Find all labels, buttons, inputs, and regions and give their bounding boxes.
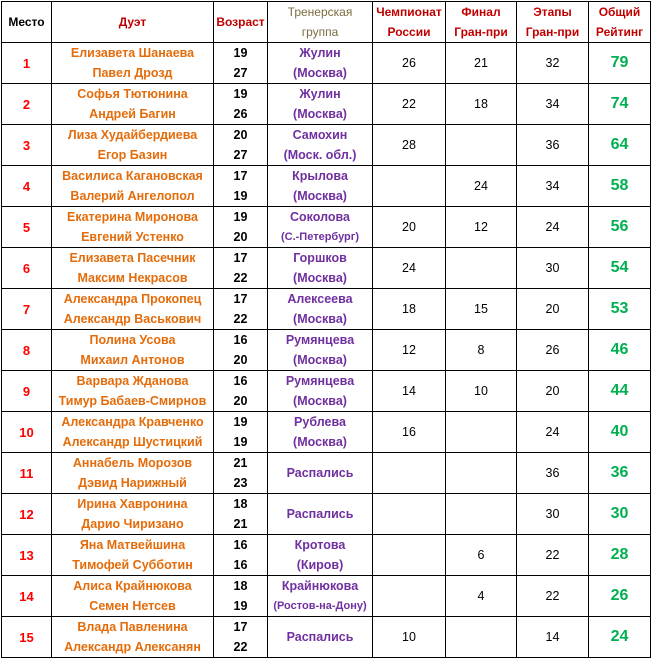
final-points: 4: [446, 576, 517, 617]
duet-cell: [52, 617, 214, 658]
partner-1-name: Софья Тютюнина: [77, 87, 188, 101]
rating-table: [1, 1, 651, 658]
coach-city: (Москва): [293, 66, 347, 80]
total-rating: 53: [589, 289, 651, 330]
header-coach-group: [268, 2, 373, 43]
stages-points: 22: [517, 576, 589, 617]
partner-2-age: 20: [233, 394, 248, 408]
table-row: [2, 576, 651, 617]
partner-1-age: 19: [233, 46, 248, 60]
table-row: [2, 535, 651, 576]
championship-points: [373, 453, 446, 494]
coach-name: Самохин: [292, 128, 348, 142]
partner-1-age: 17: [233, 251, 248, 265]
partner-1-age: 17: [233, 620, 248, 634]
age-cell: [214, 330, 268, 371]
partner-1-name: Аннабель Морозов: [72, 456, 193, 470]
place-cell: 9: [2, 371, 52, 412]
duet-cell: [52, 412, 214, 453]
partner-2-name: Дарио Чиризано: [81, 517, 184, 531]
partner-2-age: 22: [233, 271, 248, 285]
championship-points: 20: [373, 207, 446, 248]
partner-1-age: 19: [233, 415, 248, 429]
total-rating: 58: [589, 166, 651, 207]
header-champ-line1: Чемпионат: [376, 5, 442, 19]
coach-city: (Москва): [293, 107, 347, 121]
place-cell: 2: [2, 84, 52, 125]
place-cell: 8: [2, 330, 52, 371]
partner-2-name: Александр Алексанян: [64, 640, 201, 654]
duet-cell: [52, 125, 214, 166]
partner-1-name: Варвара Жданова: [76, 374, 189, 388]
coach-city: (Москва): [293, 394, 347, 408]
final-points: 6: [446, 535, 517, 576]
championship-points: 10: [373, 617, 446, 658]
coach-group-cell: [268, 330, 373, 371]
final-points: 15: [446, 289, 517, 330]
coach-name: Жулин: [299, 87, 341, 101]
championship-points: 14: [373, 371, 446, 412]
coach-city: (Москва): [293, 435, 347, 449]
partner-2-age: 19: [233, 189, 248, 203]
stages-points: 20: [517, 289, 589, 330]
final-points: 12: [446, 207, 517, 248]
coach-city: (Москва): [293, 271, 347, 285]
header-coach-line2: группа: [301, 25, 339, 39]
duet-cell: [52, 494, 214, 535]
coach-name: Распались: [286, 630, 354, 644]
championship-points: [373, 576, 446, 617]
total-rating: 26: [589, 576, 651, 617]
place-cell: 11: [2, 453, 52, 494]
total-rating: 44: [589, 371, 651, 412]
stages-points: 30: [517, 248, 589, 289]
partner-1-age: 16: [233, 538, 248, 552]
header-age: Возраст: [214, 2, 268, 43]
partner-2-name: Валерий Ангелопол: [70, 189, 195, 203]
stages-points: 26: [517, 330, 589, 371]
duet-cell: [52, 84, 214, 125]
table-row: [2, 330, 651, 371]
duet-cell: [52, 330, 214, 371]
age-cell: [214, 125, 268, 166]
partner-2-name: Семен Нетсев: [89, 599, 176, 613]
partner-1-name: Александра Прокопец: [63, 292, 202, 306]
championship-points: 24: [373, 248, 446, 289]
stages-points: 30: [517, 494, 589, 535]
partner-1-age: 16: [233, 374, 248, 388]
partner-2-age: 26: [233, 107, 248, 121]
age-cell: [214, 494, 268, 535]
header-grand-prix-stages: [517, 2, 589, 43]
duet-cell: [52, 453, 214, 494]
coach-name: Крылова: [292, 169, 348, 183]
coach-group-cell: [268, 84, 373, 125]
coach-group-cell: [268, 412, 373, 453]
place-cell: 10: [2, 412, 52, 453]
duet-cell: [52, 576, 214, 617]
age-cell: [214, 289, 268, 330]
final-points: 18: [446, 84, 517, 125]
stages-points: 20: [517, 371, 589, 412]
partner-2-age: 27: [233, 66, 248, 80]
final-points: [446, 248, 517, 289]
championship-points: 18: [373, 289, 446, 330]
total-rating: 54: [589, 248, 651, 289]
partner-1-name: Алиса Крайнюкова: [73, 579, 192, 593]
duet-cell: [52, 43, 214, 84]
age-cell: [214, 84, 268, 125]
final-points: [446, 125, 517, 166]
stages-points: 22: [517, 535, 589, 576]
championship-points: [373, 166, 446, 207]
coach-name: Румянцева: [285, 333, 355, 347]
header-stages-line2: Гран-при: [525, 25, 580, 39]
coach-city: (Москва): [293, 353, 347, 367]
stages-points: 24: [517, 207, 589, 248]
partner-2-name: Евгений Устенко: [81, 230, 184, 244]
partner-1-name: Ирина Хавронина: [77, 497, 188, 511]
coach-name: Соколова: [290, 210, 350, 224]
age-cell: [214, 453, 268, 494]
header-grand-prix-final: [446, 2, 517, 43]
stages-points: 14: [517, 617, 589, 658]
partner-2-age: 21: [233, 517, 248, 531]
header-stages-line1: Этапы: [533, 5, 572, 19]
coach-group-cell: [268, 207, 373, 248]
total-rating: 74: [589, 84, 651, 125]
final-points: [446, 453, 517, 494]
final-points: [446, 494, 517, 535]
championship-points: 28: [373, 125, 446, 166]
duet-cell: [52, 371, 214, 412]
stages-points: 34: [517, 84, 589, 125]
stages-points: 34: [517, 166, 589, 207]
partner-1-name: Лиза Худайбердиева: [67, 128, 198, 142]
place-cell: 5: [2, 207, 52, 248]
partner-2-name: Егор Базин: [97, 148, 168, 162]
stages-points: 36: [517, 125, 589, 166]
header-row: [2, 2, 651, 43]
final-points: 10: [446, 371, 517, 412]
partner-2-age: 19: [233, 435, 248, 449]
partner-2-age: 16: [233, 558, 248, 572]
header-total-line1: Общий: [598, 5, 641, 19]
partner-2-name: Тимофей Субботин: [72, 558, 193, 572]
coach-group-cell: [268, 166, 373, 207]
coach-name: Крайнюкова: [281, 579, 359, 593]
partner-1-age: 16: [233, 333, 248, 347]
age-cell: [214, 43, 268, 84]
championship-points: [373, 494, 446, 535]
table-row: [2, 43, 651, 84]
place-cell: 3: [2, 125, 52, 166]
partner-1-age: 18: [233, 579, 248, 593]
header-final-line2: Гран-при: [454, 25, 508, 39]
total-rating: 64: [589, 125, 651, 166]
table-row: [2, 207, 651, 248]
table-row: [2, 166, 651, 207]
coach-name: Распались: [286, 466, 354, 480]
partner-2-age: 19: [233, 599, 248, 613]
coach-group-cell: [268, 494, 373, 535]
championship-points: 12: [373, 330, 446, 371]
place-cell: 15: [2, 617, 52, 658]
age-cell: [214, 371, 268, 412]
partner-2-age: 22: [233, 640, 248, 654]
table-row: [2, 412, 651, 453]
header-total-rating: [589, 2, 651, 43]
partner-1-age: 19: [233, 210, 248, 224]
partner-1-name: Александра Кравченко: [61, 415, 204, 429]
age-cell: [214, 166, 268, 207]
partner-1-name: Елизавета Пасечник: [69, 251, 196, 265]
age-cell: [214, 207, 268, 248]
final-points: 8: [446, 330, 517, 371]
coach-group-cell: [268, 576, 373, 617]
partner-1-name: Василиса Кагановская: [62, 169, 203, 183]
place-cell: 1: [2, 43, 52, 84]
table-row: [2, 617, 651, 658]
coach-city: (Москва): [293, 312, 347, 326]
coach-group-cell: [268, 535, 373, 576]
partner-2-age: 22: [233, 312, 248, 326]
place-cell: 6: [2, 248, 52, 289]
header-duet: Дуэт: [52, 2, 214, 43]
partner-2-name: Максим Некрасов: [77, 271, 188, 285]
coach-name: Жулин: [299, 46, 341, 60]
table-row: [2, 494, 651, 535]
header-champ-line2: России: [387, 25, 431, 39]
partner-2-name: Павел Дрозд: [92, 66, 173, 80]
stages-points: 36: [517, 453, 589, 494]
coach-city: (Москва): [293, 189, 347, 203]
final-points: [446, 617, 517, 658]
coach-name: Алексеева: [287, 292, 353, 306]
total-rating: 46: [589, 330, 651, 371]
coach-group-cell: [268, 617, 373, 658]
partner-1-age: 17: [233, 292, 248, 306]
coach-group-cell: [268, 371, 373, 412]
table-row: [2, 371, 651, 412]
duet-cell: [52, 166, 214, 207]
partner-2-name: Михаил Антонов: [80, 353, 185, 367]
total-rating: 24: [589, 617, 651, 658]
duet-cell: [52, 289, 214, 330]
table-body: [2, 43, 651, 658]
partner-2-age: 27: [233, 148, 248, 162]
header-total-line2: Рейтинг: [595, 25, 644, 39]
partner-2-name: Тимур Бабаев-Смирнов: [58, 394, 207, 408]
coach-name: Рублева: [294, 415, 346, 429]
coach-group-cell: [268, 43, 373, 84]
partner-2-age: 23: [233, 476, 248, 490]
partner-1-age: 19: [233, 87, 248, 101]
coach-name: Кротова: [294, 538, 346, 552]
place-cell: 7: [2, 289, 52, 330]
final-points: 24: [446, 166, 517, 207]
championship-points: 16: [373, 412, 446, 453]
coach-group-cell: [268, 125, 373, 166]
duet-cell: [52, 248, 214, 289]
place-cell: 4: [2, 166, 52, 207]
total-rating: 56: [589, 207, 651, 248]
total-rating: 40: [589, 412, 651, 453]
partner-1-name: Полина Усова: [89, 333, 176, 347]
duet-cell: [52, 535, 214, 576]
coach-group-cell: [268, 453, 373, 494]
duet-cell: [52, 207, 214, 248]
age-cell: [214, 535, 268, 576]
championship-points: 22: [373, 84, 446, 125]
partner-2-name: Александр Шустицкий: [62, 435, 203, 449]
coach-city: (Моск. обл.): [283, 148, 357, 162]
coach-city: (Ростов-на-Дону): [273, 600, 367, 612]
place-cell: 12: [2, 494, 52, 535]
total-rating: 30: [589, 494, 651, 535]
place-cell: 13: [2, 535, 52, 576]
age-cell: [214, 576, 268, 617]
partner-2-name: Дэвид Нарижный: [78, 476, 187, 490]
partner-1-age: 18: [233, 497, 248, 511]
coach-city: (Киров): [296, 558, 344, 572]
table-row: [2, 289, 651, 330]
final-points: 21: [446, 43, 517, 84]
header-place: Место: [2, 2, 52, 43]
final-points: [446, 412, 517, 453]
partner-2-name: Александр Васькович: [63, 312, 202, 326]
partner-1-age: 21: [233, 456, 248, 470]
total-rating: 28: [589, 535, 651, 576]
championship-points: 26: [373, 43, 446, 84]
header-final-line1: Финал: [461, 5, 501, 19]
coach-name: Распались: [286, 507, 354, 521]
age-cell: [214, 248, 268, 289]
table-row: [2, 125, 651, 166]
age-cell: [214, 412, 268, 453]
partner-2-name: Андрей Багин: [89, 107, 176, 121]
coach-city: (С.-Петербург): [280, 231, 359, 243]
partner-2-age: 20: [233, 230, 248, 244]
championship-points: [373, 535, 446, 576]
partner-1-age: 20: [233, 128, 248, 142]
stages-points: 24: [517, 412, 589, 453]
place-cell: 14: [2, 576, 52, 617]
coach-group-cell: [268, 289, 373, 330]
table-row: [2, 453, 651, 494]
table-row: [2, 248, 651, 289]
table-row: [2, 84, 651, 125]
coach-group-cell: [268, 248, 373, 289]
partner-1-name: Яна Матвейшина: [79, 538, 186, 552]
partner-1-age: 17: [233, 169, 248, 183]
partner-1-name: Влада Павленина: [77, 620, 188, 634]
total-rating: 79: [589, 43, 651, 84]
partner-1-name: Екатерина Миронова: [67, 210, 198, 224]
partner-1-name: Елизавета Шанаева: [70, 46, 195, 60]
partner-2-age: 20: [233, 353, 248, 367]
stages-points: 32: [517, 43, 589, 84]
total-rating: 36: [589, 453, 651, 494]
coach-name: Горшков: [293, 251, 347, 265]
coach-name: Румянцева: [285, 374, 355, 388]
header-coach-line1: Тренерская: [287, 5, 353, 19]
age-cell: [214, 617, 268, 658]
header-russian-championship: [373, 2, 446, 43]
